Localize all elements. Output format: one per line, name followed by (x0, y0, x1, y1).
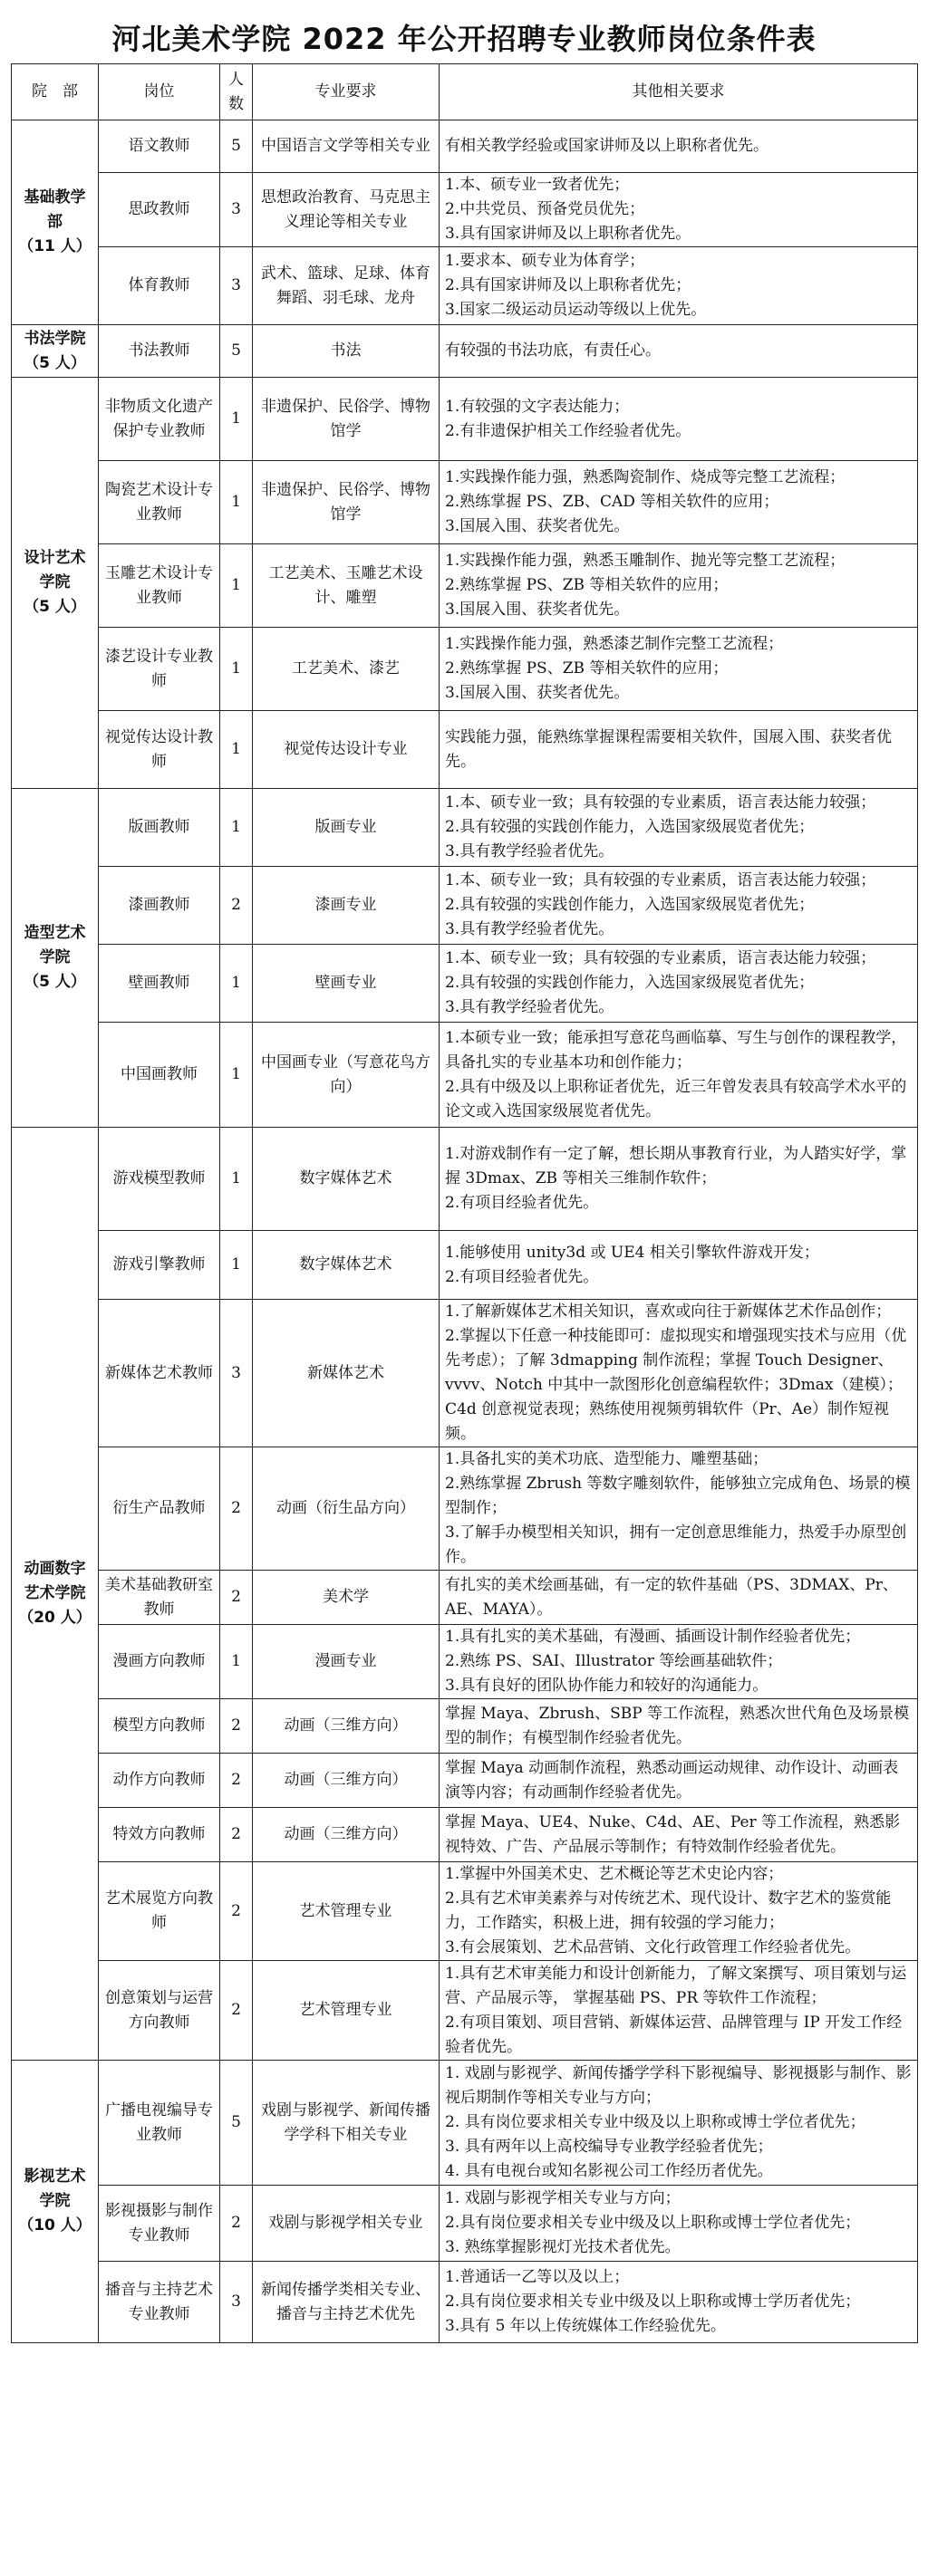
requirement-line: 3.国展入围、获奖者优先。 (445, 517, 630, 535)
major-cell: 动画（三维方向） (253, 1808, 440, 1862)
table-row (12, 1808, 918, 1862)
department-name: 影视艺术学院 (24, 2167, 86, 2210)
requirements-cell (440, 1231, 918, 1300)
table-row (12, 325, 918, 378)
requirements-cell (440, 1625, 918, 1699)
header-row (12, 64, 918, 120)
count-cell: 2 (220, 1699, 253, 1754)
requirements-cell (440, 2262, 918, 2343)
position-cell: 体育教师 (99, 247, 220, 325)
department-cell (12, 378, 99, 789)
table-row (12, 2186, 918, 2262)
requirement-line: 4. 具有电视台或知名影视公司工作经历者优先。 (445, 2162, 773, 2180)
count-cell: 2 (220, 1754, 253, 1808)
requirement-line: 2. 具有岗位要求相关专业中级及以上职称或博士学位者优先； (445, 2113, 865, 2131)
department-name: 书法学院 (24, 329, 86, 348)
major-cell: 新媒体艺术 (253, 1300, 440, 1447)
major-cell: 壁画专业 (253, 945, 440, 1023)
department-count: （5 人） (24, 598, 86, 616)
requirements-cell (440, 1571, 918, 1625)
major-cell: 动画（三维方向） (253, 1754, 440, 1808)
position-cell: 视觉传达设计教师 (99, 711, 220, 789)
position-cell: 陶瓷艺术设计专业教师 (99, 461, 220, 544)
table-row (12, 1699, 918, 1754)
requirement-line: 1.实践操作能力强，熟悉玉雕制作、抛光等完整工艺流程； (445, 552, 846, 570)
department-name: 动画数字艺术学院 (24, 1560, 86, 1602)
position-cell: 特效方向教师 (99, 1808, 220, 1862)
requirement-line: 3.国家二级运动员运动等级以上优先。 (445, 301, 707, 319)
count-cell: 1 (220, 1023, 253, 1128)
table-row (12, 1961, 918, 2061)
position-cell: 游戏引擎教师 (99, 1231, 220, 1300)
count-cell: 1 (220, 1128, 253, 1231)
requirements-cell (440, 2061, 918, 2186)
position-cell: 艺术展览方向教师 (99, 1862, 220, 1961)
major-cell: 数字媒体艺术 (253, 1231, 440, 1300)
requirements-cell (440, 120, 918, 173)
requirements-cell (440, 378, 918, 461)
position-cell: 思政教师 (99, 173, 220, 247)
count-cell: 2 (220, 867, 253, 945)
requirements-cell (440, 867, 918, 945)
requirement-line: 2.具有国家讲师及以上职称者优先； (445, 276, 691, 294)
requirement-line: 2.具有较强的实践创作能力，入选国家级展览者优先； (445, 818, 815, 836)
position-cell: 模型方向教师 (99, 1699, 220, 1754)
major-cell: 思想政治教育、马克思主义理论等相关专业 (253, 173, 440, 247)
requirement-line: 2.具有艺术审美素养与对传统艺术、现代设计、数字艺术的鉴赏能力，工作踏实，积极上进，拥有较强的学习能力； (445, 1889, 892, 1932)
requirement-line: 3.具有教学经验者优先。 (445, 998, 614, 1016)
header-dept: 院 部 (12, 64, 99, 120)
requirements-cell (440, 1300, 918, 1447)
position-cell: 漆艺设计专业教师 (99, 628, 220, 711)
major-cell: 艺术管理专业 (253, 1862, 440, 1961)
major-cell: 艺术管理专业 (253, 1961, 440, 2061)
department-cell (12, 1128, 99, 2061)
requirement-line: 2.掌握以下任意一种技能即可：虚拟现实和增强现实技术与应用（优先考虑）；了解 3dmapping 制作流程；掌握 Touch Designer、vvvv、Notch 中其中一款图形化创意编程软件；3Dmax（建模）；C4d 创意视觉表现；熟练使用视频剪辑软件（Pr、Ae）制作短视频。 (445, 1327, 907, 1443)
major-cell: 武术、篮球、足球、体育舞蹈、羽毛球、龙舟 (253, 247, 440, 325)
department-cell (12, 120, 99, 325)
count-cell: 2 (220, 1862, 253, 1961)
requirement-line: 2.有项目经验者优先。 (445, 1267, 599, 1286)
requirement-line: 2.具有中级及以上职称证者优先，近三年曾发表具有较高学术水平的论文或入选国家级展览者优先。 (445, 1077, 907, 1120)
department-cell (12, 2061, 99, 2343)
major-cell: 中国画专业（写意花鸟方向） (253, 1023, 440, 1128)
table-row (12, 544, 918, 628)
table-row (12, 1231, 918, 1300)
count-cell: 1 (220, 378, 253, 461)
count-cell: 1 (220, 628, 253, 711)
position-cell: 创意策划与运营方向教师 (99, 1961, 220, 2061)
count-cell: 3 (220, 247, 253, 325)
requirement-line: 1.具有扎实的美术基础，有漫画、插画设计制作经验者优先； (445, 1628, 861, 1646)
table-row (12, 867, 918, 945)
department-name: 设计艺术学院 (24, 549, 86, 591)
count-cell: 1 (220, 945, 253, 1023)
requirements-cell (440, 1447, 918, 1571)
requirement-line: 1. 戏剧与影视学相关专业与方向； (445, 2189, 681, 2207)
count-cell: 3 (220, 2262, 253, 2343)
requirements-cell (440, 1699, 918, 1754)
recruitment-table (11, 63, 918, 2343)
requirements-cell (440, 945, 918, 1023)
requirement-line: 3.有会展策划、艺术品营销、文化行政管理工作经验者优先。 (445, 1938, 861, 1956)
count-cell: 5 (220, 325, 253, 378)
count-cell: 1 (220, 544, 253, 628)
table-row (12, 711, 918, 789)
requirements-cell (440, 1754, 918, 1808)
count-cell: 5 (220, 120, 253, 173)
count-cell: 2 (220, 1808, 253, 1862)
requirement-line: 2.具有较强的实践创作能力，入选国家级展览者优先； (445, 974, 815, 992)
major-cell: 漫画专业 (253, 1625, 440, 1699)
count-cell: 3 (220, 1300, 253, 1447)
major-cell: 戏剧与影视学、新闻传播学学科下相关专业 (253, 2061, 440, 2186)
major-cell: 书法 (253, 325, 440, 378)
position-cell: 壁画教师 (99, 945, 220, 1023)
department-count: （11 人） (18, 237, 92, 255)
requirement-line: 2.熟练掌握 PS、ZB 等相关软件的应用； (445, 576, 729, 594)
position-cell: 衍生产品教师 (99, 1447, 220, 1571)
table-row (12, 173, 918, 247)
department-cell (12, 789, 99, 1128)
position-cell: 美术基础教研室教师 (99, 1571, 220, 1625)
requirement-line: 掌握 Maya、UE4、Nuke、C4d、AE、Per 等工作流程，熟悉影视特效、广告、产品展示等制作；有特效制作经验者优先。 (445, 1812, 901, 1856)
position-cell: 动作方向教师 (99, 1754, 220, 1808)
requirement-line: 3.具有良好的团队协作能力和较好的沟通能力。 (445, 1677, 768, 1695)
requirement-line: 2.熟练掌握 PS、ZB、CAD 等相关软件的应用； (445, 493, 779, 511)
requirement-line: 2.具有岗位要求相关专业中级及以上职称或博士学位者优先； (445, 2214, 861, 2232)
requirement-line: 2.熟练 PS、SAI、Illustrator 等绘画基础软件； (445, 1652, 783, 1670)
requirement-line: 1.能够使用 unity3d 或 UE4 相关引擎软件游戏开发； (445, 1243, 819, 1262)
table-row (12, 247, 918, 325)
major-cell: 工艺美术、玉雕艺术设计、雕塑 (253, 544, 440, 628)
header-position: 岗位 (99, 64, 220, 120)
requirement-line: 有较强的书法功底，有责任心。 (445, 341, 661, 360)
table-row (12, 789, 918, 867)
table-row (12, 2061, 918, 2186)
requirement-line: 1.实践操作能力强，熟悉陶瓷制作、烧成等完整工艺流程； (445, 468, 846, 486)
requirement-line: 2.有项目策划、项目营销、新媒体运营、品牌管理与 IP 开发工作经验者优先。 (445, 2013, 903, 2056)
requirement-line: 1.本、硕专业一致者优先； (445, 176, 630, 194)
requirement-line: 3.了解手办模型相关知识，拥有一定创意思维能力，热爱手办原型创作。 (445, 1523, 907, 1566)
requirement-line: 掌握 Maya 动画制作流程，熟悉动画运动规律、动作设计、动画表演等内容；有动画制作经验者优先。 (445, 1758, 899, 1802)
requirement-line: 1.本硕专业一致；能承担写意花鸟画临摹、写生与创作的课程教学，具备扎实的专业基本功和创作能力； (445, 1028, 907, 1072)
department-cell (12, 325, 99, 378)
requirement-line: 3.具有 5 年以上传统媒体工作经验优先。 (445, 2317, 726, 2335)
requirement-line: 1.普通话一乙等以及以上； (445, 2268, 630, 2286)
count-cell: 2 (220, 1571, 253, 1625)
requirement-line: 1.本、硕专业一致；具有较强的专业素质，语言表达能力较强； (445, 793, 876, 812)
requirement-line: 3. 熟练掌握影视灯光技术者优先。 (445, 2238, 681, 2256)
table-row (12, 1300, 918, 1447)
count-cell: 2 (220, 1447, 253, 1571)
table-row (12, 2262, 918, 2343)
requirement-line: 3. 具有两年以上高校编导专业教学经验者优先； (445, 2138, 773, 2156)
requirements-cell (440, 461, 918, 544)
requirement-line: 3.国展入围、获奖者优先。 (445, 601, 630, 619)
department-name: 造型艺术学院 (24, 924, 86, 966)
table-row (12, 120, 918, 173)
count-cell: 1 (220, 461, 253, 544)
major-cell: 非遗保护、民俗学、博物馆学 (253, 378, 440, 461)
major-cell: 美术学 (253, 1571, 440, 1625)
requirement-line: 1.具有艺术审美能力和设计创新能力，了解文案撰写、项目策划与运营、产品展示等， 掌握基础 PS、PR 等软件工作流程； (445, 1964, 907, 2007)
major-cell: 工艺美术、漆艺 (253, 628, 440, 711)
requirements-cell (440, 789, 918, 867)
requirement-line: 掌握 Maya、Zbrush、SBP 等工作流程，熟悉次世代角色及场景模型的制作；有模型制作经验者优先。 (445, 1704, 910, 1747)
department-count: （5 人） (24, 353, 86, 372)
header-major: 专业要求 (253, 64, 440, 120)
department-count: （5 人） (24, 973, 86, 991)
position-cell: 新媒体艺术教师 (99, 1300, 220, 1447)
count-cell: 1 (220, 1231, 253, 1300)
requirement-line: 1.具备扎实的美术功底、造型能力、雕塑基础； (445, 1450, 768, 1468)
table-row (12, 1128, 918, 1231)
count-cell: 1 (220, 711, 253, 789)
requirements-cell (440, 1128, 918, 1231)
requirements-cell (440, 1961, 918, 2061)
position-cell: 书法教师 (99, 325, 220, 378)
header-other: 其他相关要求 (440, 64, 918, 120)
requirements-cell (440, 173, 918, 247)
department-count: （20 人） (18, 1609, 92, 1627)
requirement-line: 3.具有国家讲师及以上职称者优先。 (445, 225, 691, 243)
count-cell: 2 (220, 1961, 253, 2061)
count-cell: 2 (220, 2186, 253, 2262)
major-cell: 视觉传达设计专业 (253, 711, 440, 789)
table-row (12, 1571, 918, 1625)
position-cell: 版画教师 (99, 789, 220, 867)
table-row (12, 628, 918, 711)
requirement-line: 实践能力强，能熟练掌握课程需要相关软件，国展入围、获奖者优先。 (445, 727, 892, 771)
major-cell: 动画（三维方向） (253, 1699, 440, 1754)
requirement-line: 2.熟练掌握 PS、ZB 等相关软件的应用； (445, 659, 729, 678)
count-cell: 1 (220, 1625, 253, 1699)
position-cell: 非物质文化遗产保护专业教师 (99, 378, 220, 461)
major-cell: 非遗保护、民俗学、博物馆学 (253, 461, 440, 544)
requirement-line: 1. 戏剧与影视学、新闻传播学学科下影视编导、影视摄影与制作、影视后期制作等相关专业与方向； (445, 2064, 912, 2107)
table-row (12, 378, 918, 461)
requirements-cell (440, 2186, 918, 2262)
table-row (12, 461, 918, 544)
major-cell: 数字媒体艺术 (253, 1128, 440, 1231)
major-cell: 中国语言文学等相关专业 (253, 120, 440, 173)
requirements-cell (440, 325, 918, 378)
requirement-line: 2.有非遗保护相关工作经验者优先。 (445, 421, 691, 440)
requirement-line: 3.国展入围、获奖者优先。 (445, 684, 630, 702)
requirements-cell (440, 628, 918, 711)
major-cell: 漆画专业 (253, 867, 440, 945)
requirement-line: 1.掌握中外国美术史、艺术概论等艺术史论内容； (445, 1865, 784, 1883)
requirements-cell (440, 544, 918, 628)
requirement-line: 2.具有岗位要求相关专业中级及以上职称或博士学历者优先； (445, 2292, 861, 2311)
requirements-cell (440, 711, 918, 789)
position-cell: 漆画教师 (99, 867, 220, 945)
position-cell: 游戏模型教师 (99, 1128, 220, 1231)
position-cell: 影视摄影与制作专业教师 (99, 2186, 220, 2262)
table-row (12, 1862, 918, 1961)
department-name: 基础教学部 (24, 188, 86, 231)
count-cell: 1 (220, 789, 253, 867)
count-cell: 3 (220, 173, 253, 247)
requirements-cell (440, 1808, 918, 1862)
department-count: （10 人） (18, 2216, 92, 2235)
requirement-line: 1.要求本、硕专业为体育学； (445, 252, 645, 270)
requirement-line: 2.中共党员、预备党员优先； (445, 200, 645, 218)
table-row (12, 945, 918, 1023)
table-row (12, 1625, 918, 1699)
major-cell: 版画专业 (253, 789, 440, 867)
requirement-line: 1.对游戏制作有一定了解，想长期从事教育行业，为人踏实好学，掌握 3Dmax、ZB 等相关三维制作软件； (445, 1145, 907, 1187)
table-row (12, 1754, 918, 1808)
requirements-cell (440, 1862, 918, 1961)
requirements-cell (440, 1023, 918, 1128)
requirement-line: 1.实践操作能力强，熟悉漆艺制作完整工艺流程； (445, 635, 784, 653)
major-cell: 戏剧与影视学相关专业 (253, 2186, 440, 2262)
major-cell: 新闻传播学类相关专业、播音与主持艺术优先 (253, 2262, 440, 2343)
requirement-line: 2.熟练掌握 Zbrush 等数字雕刻软件，能够独立完成角色、场景的模型制作； (445, 1475, 911, 1517)
position-cell: 玉雕艺术设计专业教师 (99, 544, 220, 628)
position-cell: 播音与主持艺术专业教师 (99, 2262, 220, 2343)
header-count: 人数 (220, 64, 253, 120)
page-title: 河北美术学院 2022 年公开招聘专业教师岗位条件表 (111, 22, 817, 56)
requirement-line: 1.本、硕专业一致；具有较强的专业素质，语言表达能力较强； (445, 949, 876, 967)
position-cell: 中国画教师 (99, 1023, 220, 1128)
requirement-line: 3.具有教学经验者优先。 (445, 920, 614, 938)
position-cell: 语文教师 (99, 120, 220, 173)
requirement-line: 2.具有较强的实践创作能力，入选国家级展览者优先； (445, 896, 815, 914)
requirement-line: 1.有较强的文字表达能力； (445, 397, 630, 416)
table-row (12, 1023, 918, 1128)
requirement-line: 1.本、硕专业一致；具有较强的专业素质，语言表达能力较强； (445, 871, 876, 889)
requirement-line: 有扎实的美术绘画基础，有一定的软件基础（PS、3DMAX、Pr、AE、MAYA）。 (445, 1575, 898, 1619)
major-cell: 动画（衍生品方向） (253, 1447, 440, 1571)
position-cell: 广播电视编导专业教师 (99, 2061, 220, 2186)
requirement-line: 2.有项目经验者优先。 (445, 1194, 599, 1212)
count-cell: 5 (220, 2061, 253, 2186)
requirements-cell (440, 247, 918, 325)
requirement-line: 1.了解新媒体艺术相关知识，喜欢或向往于新媒体艺术作品创作； (445, 1302, 892, 1321)
table-row (12, 1447, 918, 1571)
requirement-line: 3.具有教学经验者优先。 (445, 842, 614, 860)
requirement-line: 有相关教学经验或国家讲师及以上职称者优先。 (445, 137, 768, 155)
position-cell: 漫画方向教师 (99, 1625, 220, 1699)
